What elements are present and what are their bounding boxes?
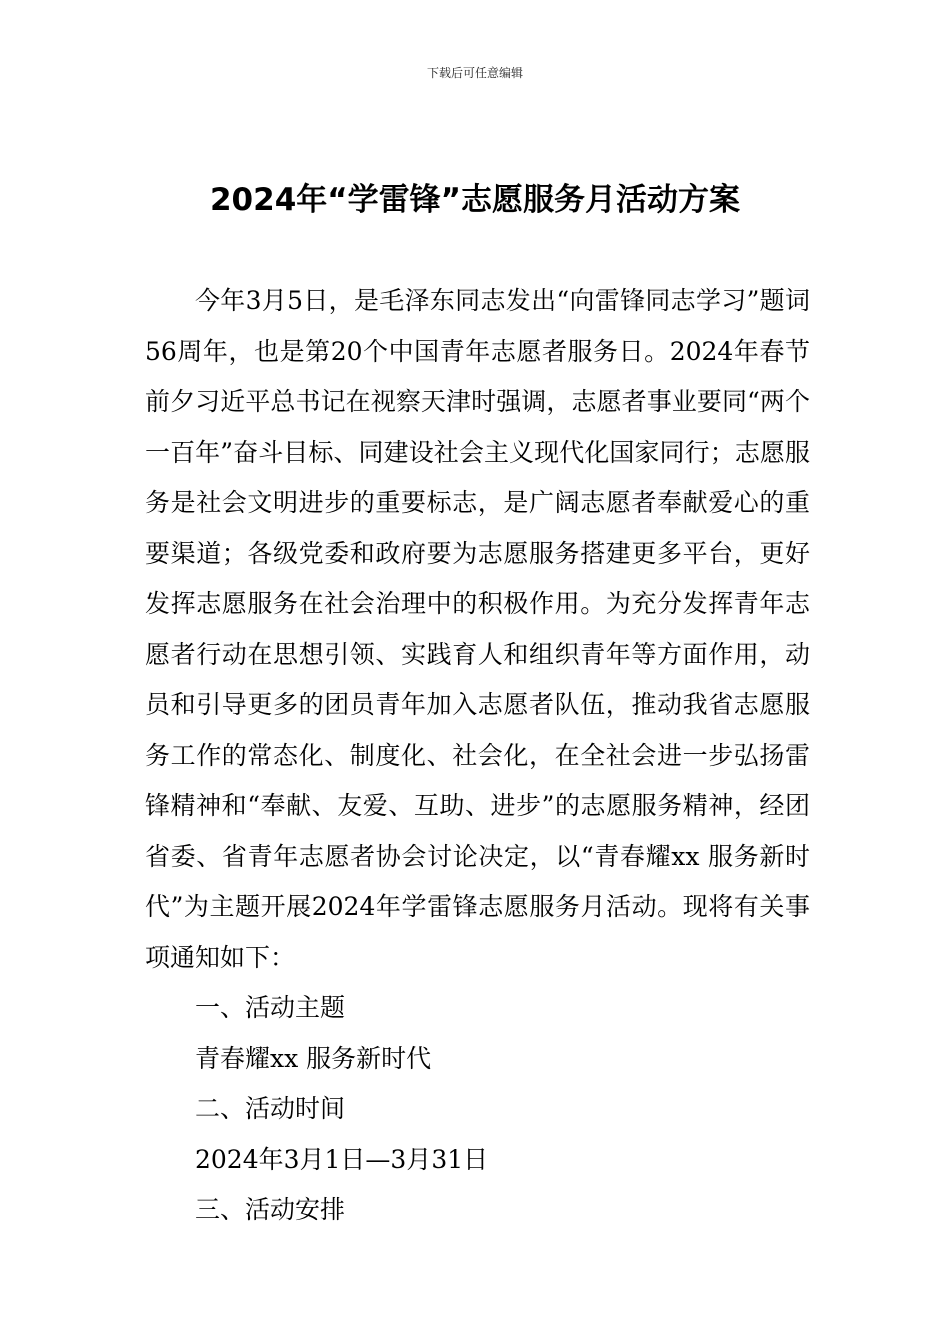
intro-paragraph: 今年3月5日，是毛泽东同志发出“向雷锋同志学习”题词56周年，也是第20个中国青年志愿者服务日。2024年春节前夕习近平总书记在视察天津时强调，志愿者事业要同“两个一百年”奋斗目标、同建设社会主义现代化国家同行；志愿服务是社会文明进步的重要标志，是广阔志愿者奉献爱心的重要渠道；各级党委和政府要为志愿服务搭建更多平台，更好发挥志愿服务在社会治理中的积极作用。为充分发挥青年志愿者行动在思想引领、实践育人和组织青年等方面作用，动员和引导更多的团员青年加入志愿者队伍，推动我省志愿服务工作的常态化、制度化、社会化，在全社会进一步弘扬雷锋精神和“奉献、友爱、互助、进步”的志愿服务精神，经团省委、省青年志愿者协会讨论决定，以“青春耀xx 服务新时代”为主题开展2024年学雷锋志愿服务月活动。现将有关事项通知如下： <box>145 286 810 972</box>
section-content-time: 2024年3月1日—3月31日 <box>195 1144 489 1174</box>
document-body <box>145 276 810 1236</box>
header-note: 下载后可任意编辑 <box>426 66 523 80</box>
section-heading-arrangement: 三、活动安排 <box>195 1195 346 1224</box>
section-heading-theme: 一、活动主题 <box>195 993 346 1022</box>
document-title: 2024年“学雷锋”志愿服务月活动方案 <box>209 182 741 218</box>
section-content-theme: 青春耀xx 服务新时代 <box>195 1043 432 1073</box>
section-heading-time: 二、活动时间 <box>195 1094 346 1123</box>
